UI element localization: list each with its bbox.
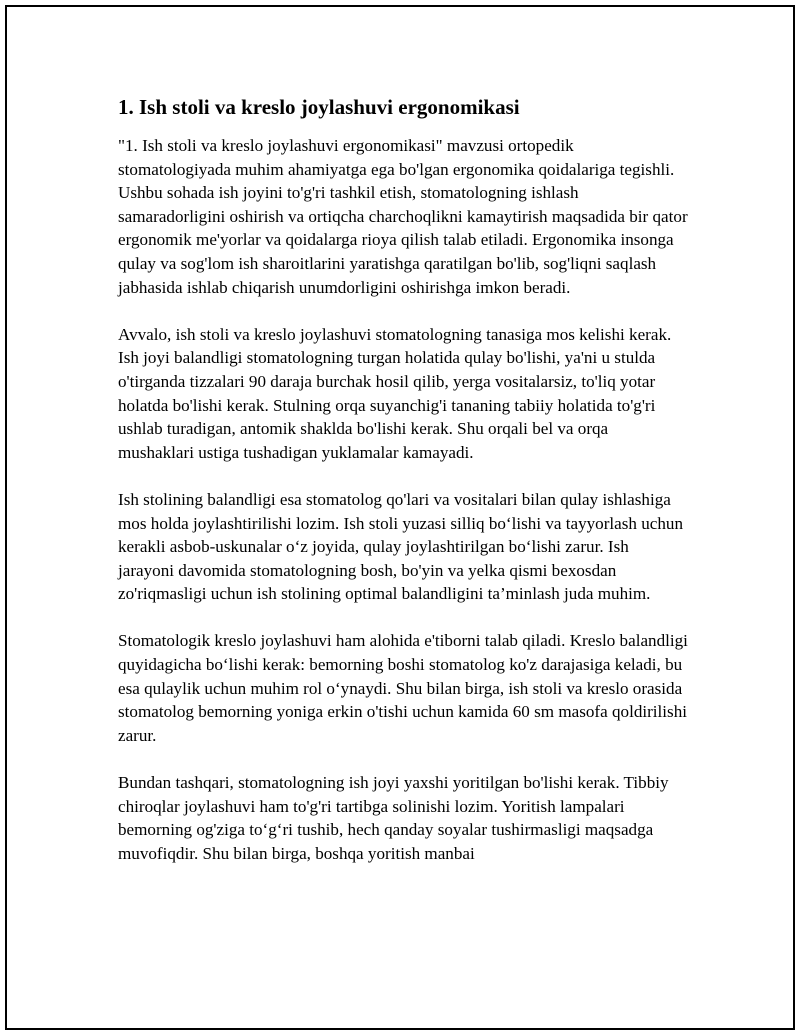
- paragraph-1: "1. Ish stoli va kreslo joylashuvi ergonomikasi" mavzusi ortopedik stomatologiyada muhim ahamiyatga ega bo'lgan ergonomika qoidalariga tegishli. Ushbu sohada ish joyini to'g'ri tashkil etish, stomatologning ishlash samaradorligini oshirish va ortiqcha charchoqlikni kamaytirish maqsadida bir qator ergonomik me'yorlar va qoidalarga rioya qilish talab etiladi. Ergonomika insonga qulay va sog'lom ish sharoitlarini yaratishga qaratilgan bo'lib, sog'liqni saqlash jabhasida ishlab chiqarish unumdorligini oshirishga imkon beradi.: [118, 136, 688, 297]
- paragraph-3: Ish stolining balandligi esa stomatolog qo'lari va vositalari bilan qulay ishlashiga mos holda joylashtirilishi lozim. Ish stoli yuzasi silliq boʻlishi va tayyorlash uchun kerakli asbob-uskunalar oʻz joyida, qulay joylashtirilgan boʻlishi zarur. Ish jarayoni davomida stomatologning bosh, bo'yin va yelka qismi bexosdan zo'riqmasligi uchun ish stolining optimal balandligini ta’minlash juda muhim.: [118, 489, 683, 604]
- document-body: [118, 94, 688, 889]
- paragraph-4: Stomatologik kreslo joylashuvi ham alohida e'tiborni talab qiladi. Kreslo balandligi quyidagicha boʻlishi kerak: bemorning boshi stomatolog ko'z darajasiga keladi, bu esa qulaylik uchun muhim rol oʻynaydi. Shu bilan birga, ish stoli va kreslo orasida stomatolog bemorning yoniga erkin o'tishi uchun kamida 60 sm masofa qoldirilishi zarur.: [118, 631, 688, 745]
- paragraph-2: Avvalo, ish stoli va kreslo joylashuvi stomatologning tanasiga mos kelishi kerak. Ish joyi balandligi stomatologning turgan holatida qulay bo'lishi, ya'ni u stulda o'tirganda tizzalari 90 daraja burchak hosil qilib, yerga vositalarsiz, to'liq yotar holatda bo'lishi kerak. Stulning orqa suyanchig'i tananing tabiiy holatida to'g'ri ushlab turadigan, antomik shaklda bo'lishi kerak. Shu orqali bel va orqa mushaklari ustiga tushadigan yuklamalar kamayadi.: [118, 324, 672, 462]
- section-heading: 1. Ish stoli va kreslo joylashuvi ergonomikasi: [118, 95, 520, 119]
- paragraph-5: Bundan tashqari, stomatologning ish joyi yaxshi yoritilgan bo'lishi kerak. Tibbiy chiroqlar joylashuvi ham to'g'ri tartibga solinishi lozim. Yoritish lampalari bemorning og'ziga toʻgʻri tushib, hech qanday soyalar tushirmasligi maqsadga muvofiqdir. Shu bilan birga, boshqa yoritish manbai: [118, 773, 669, 863]
